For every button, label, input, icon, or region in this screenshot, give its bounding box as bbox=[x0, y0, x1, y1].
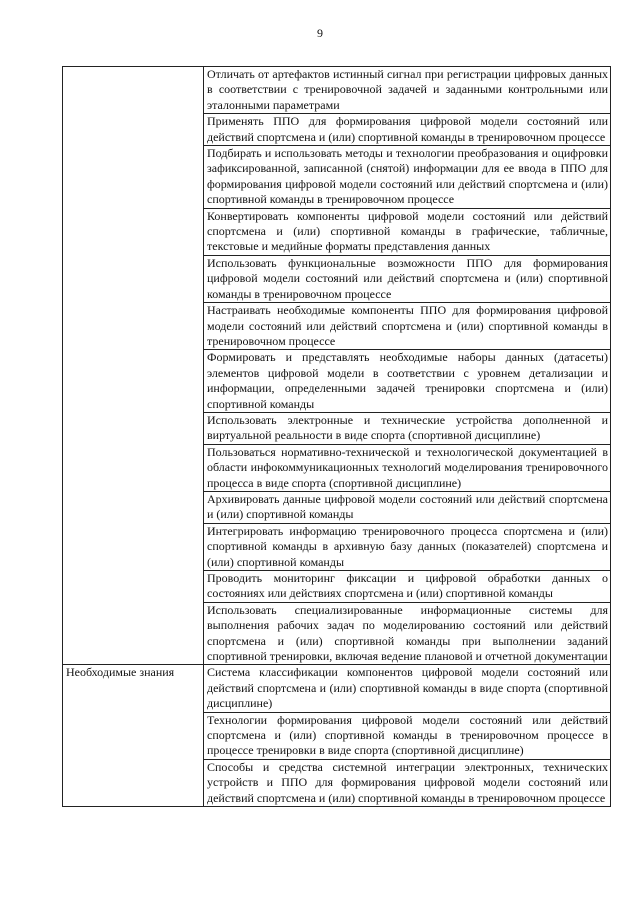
page-number: 9 bbox=[317, 26, 323, 40]
table-cell: Использовать специализированные информационные системы для выполнения рабочих задач по моделированию состояний или действий спортсмена и (или) спортивной команды при выполнении заданий спортивной тренировки, включая ведение плановой и отчетной документации bbox=[204, 602, 611, 665]
table-cell: Система классификации компонентов цифровой модели состояний или действий спортсмена и (или) спортивной команды в виде спорта (спортивной дисциплине) bbox=[204, 665, 611, 712]
table-cell: Архивировать данные цифровой модели состояний или действий спортсмена и (или) спортивной команды bbox=[204, 491, 611, 523]
table-cell: Отличать от артефактов истинный сигнал при регистрации цифровых данных в соответствии с тренировочной задачей и заданными контрольными или эталонными параметрами bbox=[204, 67, 611, 114]
table-cell: Конвертировать компоненты цифровой модели состояний или действий спортсмена и (или) спортивной команды в графические, табличные, текстовые и медийные форматы представления данных bbox=[204, 208, 611, 255]
section-label: Необходимые знания bbox=[63, 665, 204, 807]
table-cell: Формировать и представлять необходимые наборы данных (датасеты) элементов цифровой модели в соответствии с уровнем детализации и информации, определенными задачей тренировки спортсмена и (или) спортивной команды bbox=[204, 350, 611, 413]
table-cell: Применять ППО для формирования цифровой модели состояний или действий спортсмена и (или) спортивной команды в тренировочном процессе bbox=[204, 114, 611, 146]
table-cell: Подбирать и использовать методы и технологии преобразования и оцифровки зафиксированной, записанной (снятой) информации для ее ввода в ППО для формирования цифровой модели состояний или действий спортсмена и (или) спортивной команды в тренировочном процессе bbox=[204, 146, 611, 209]
table-cell: Настраивать необходимые компоненты ППО для формирования цифровой модели состояний или действий спортсмена и (или) спортивной команды в тренировочном процессе bbox=[204, 303, 611, 350]
table-cell: Использовать функциональные возможности ППО для формирования цифровой модели состояний или действий спортсмена и (или) спортивной команды в тренировочном процессе bbox=[204, 255, 611, 302]
requirements-table bbox=[62, 66, 611, 807]
section-label bbox=[63, 67, 204, 665]
table-cell: Использовать электронные и технические устройства дополненной и виртуальной реальности в виде спорта (спортивной дисциплине) bbox=[204, 412, 611, 444]
table-cell: Технологии формирования цифровой модели состояний или действий спортсмена и (или) спортивной команды в тренировочном процессе в процессе тренировки в виде спорта (спортивной дисциплине) bbox=[204, 712, 611, 759]
table-cell: Пользоваться нормативно-технической и технологической документацией в области инфокоммуникационных технологий моделирования тренировочного процесса в виде спорта (спортивной дисциплине) bbox=[204, 444, 611, 491]
table-row bbox=[63, 665, 611, 712]
table-cell: Проводить мониторинг фиксации и цифровой обработки данных о состояниях или действиях спортсмена и (или) спортивной команды bbox=[204, 571, 611, 603]
table-row bbox=[63, 67, 611, 114]
table-cell: Интегрировать информацию тренировочного процесса спортсмена и (или) спортивной команды в архивную базу данных (показателей) спортсмена и (или) спортивной команды bbox=[204, 523, 611, 570]
table-cell: Способы и средства системной интеграции электронных, технических устройств и ППО для формирования цифровой модели состояний или действий спортсмена и (или) спортивной команды в тренировочном процессе bbox=[204, 759, 611, 806]
